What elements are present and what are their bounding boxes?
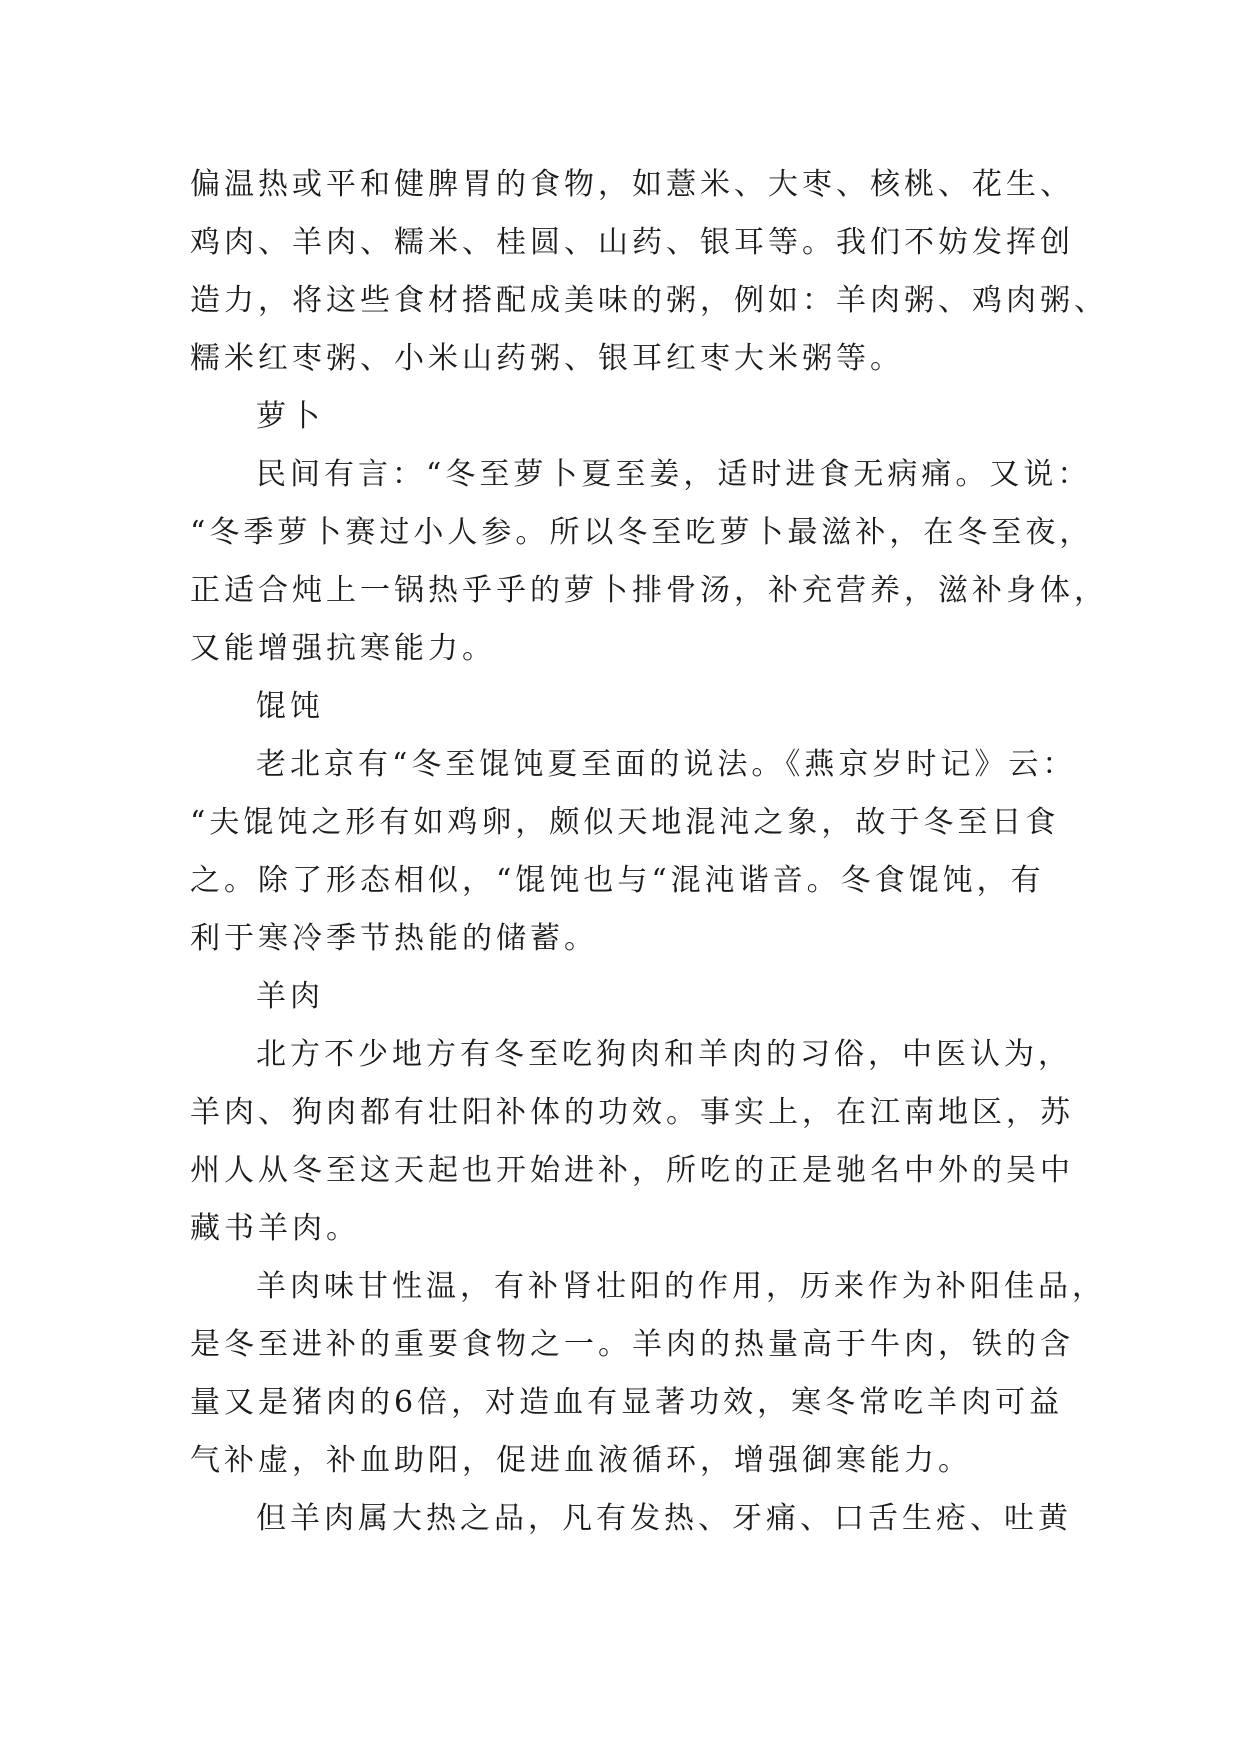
text-line: 又能增强抗寒能力。 bbox=[190, 631, 496, 666]
text-line: 民间有言：“冬至萝卜夏至姜，适时进食无病痛。又说： bbox=[256, 457, 1092, 492]
text-line: 偏温热或平和健脾胃的食物，如薏米、大枣、核桃、花生、 bbox=[190, 167, 1074, 202]
text-line: 老北京有“冬至馄饨夏至面的说法。《燕京岁时记》云： bbox=[256, 747, 1077, 782]
text-line: “夫馄饨之形有如鸡卵，颇似天地混沌之象，故于冬至日食 bbox=[190, 805, 1060, 840]
text-line: 正适合炖上一锅热乎乎的萝卜排骨汤，补充营养，滋补身体， bbox=[190, 573, 1108, 608]
text-line: 量又是猪肉的6倍，对造血有显著功效，寒冬常吃羊肉可益 bbox=[190, 1385, 1064, 1420]
text-line: 但羊肉属大热之品，凡有发热、牙痛、口舌生疮、吐黄 bbox=[256, 1501, 1072, 1536]
text-line: 羊肉味甘性温，有补肾壮阳的作用，历来作为补阳佳品， bbox=[256, 1269, 1106, 1304]
text-line: “冬季萝卜赛过小人参。所以冬至吃萝卜最滋补，在冬至夜， bbox=[190, 515, 1094, 550]
text-line: 气补虚，补血助阳，促进血液循环，增强御寒能力。 bbox=[190, 1443, 972, 1478]
text-line: 羊肉、狗肉都有壮阳补体的功效。事实上，在江南地区，苏 bbox=[190, 1095, 1074, 1130]
text-line: 糯米红枣粥、小米山药粥、银耳红枣大米粥等。 bbox=[190, 341, 904, 376]
section-heading: 馄饨 bbox=[256, 689, 324, 724]
text-line: 藏书羊肉。 bbox=[190, 1211, 360, 1246]
text-line: 北方不少地方有冬至吃狗肉和羊肉的习俗，中医认为， bbox=[256, 1037, 1072, 1072]
section-heading: 羊肉 bbox=[256, 979, 324, 1014]
section-heading: 萝卜 bbox=[256, 399, 324, 434]
text-line: 鸡肉、羊肉、糯米、桂圆、山药、银耳等。我们不妨发挥创 bbox=[190, 225, 1074, 260]
text-line: 州人从冬至这天起也开始进补，所吃的正是驰名中外的吴中 bbox=[190, 1153, 1074, 1188]
text-line: 利于寒冷季节热能的储蓄。 bbox=[190, 921, 598, 956]
text-line: 造力，将这些食材搭配成美味的粥，例如：羊肉粥、鸡肉粥、 bbox=[190, 283, 1108, 318]
text-line: 是冬至进补的重要食物之一。羊肉的热量高于牛肉，铁的含 bbox=[190, 1327, 1074, 1362]
text-line: 之。除了形态相似，“馄饨也与“混沌谐音。冬食馄饨，有 bbox=[190, 863, 1045, 898]
